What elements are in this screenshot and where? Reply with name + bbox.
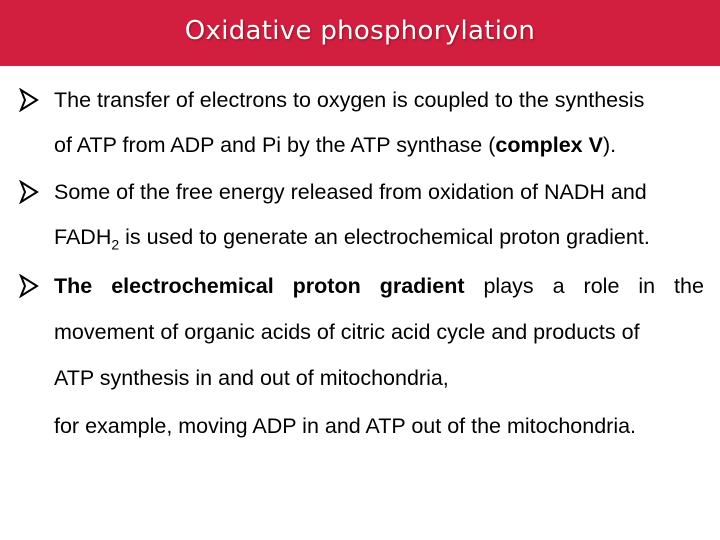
bullet-1-line-2-bold: complex V xyxy=(495,133,603,157)
arrowhead-bullet-icon xyxy=(18,180,40,204)
bullet-2-line-2-text: FADH xyxy=(54,225,112,249)
bullet-1-line-2-end: ). xyxy=(602,133,617,157)
bullet-3-word: a xyxy=(552,274,565,298)
bullet-1-line-2-text: of ATP from ADP and Pi by the ATP synthase ( xyxy=(54,133,496,157)
bullet-3-word: The xyxy=(54,274,93,298)
bullet-2-line-2-end: is used to generate an electrochemical proton gradient. xyxy=(119,225,650,249)
bullet-1-line-2 xyxy=(54,133,616,157)
bullet-3-line-2: movement of organic acids of citric acid cycle and products of xyxy=(54,320,640,344)
bullet-3-word: gradient xyxy=(379,274,465,298)
bullet-3-line-3: ATP synthesis in and out of mitochondria, xyxy=(54,366,449,390)
bullet-3-word: the xyxy=(674,274,704,298)
bullet-1-line-1: The transfer of electrons to oxygen is coupled to the synthesis xyxy=(54,88,645,112)
bullet-3-line-4: for example, moving ADP in and ATP out of the mitochondria. xyxy=(54,414,637,438)
bullet-2-subscript: 2 xyxy=(111,236,120,253)
bullet-3-word: electrochemical xyxy=(111,274,274,298)
arrowhead-bullet-icon xyxy=(18,274,40,298)
bullet-3-word: role xyxy=(583,274,620,298)
arrowhead-bullet-icon xyxy=(18,88,40,112)
bullet-2-line-2 xyxy=(54,225,650,256)
title-bar xyxy=(0,0,720,66)
bullet-3-word: plays xyxy=(483,274,534,298)
bullet-3-word: in xyxy=(638,274,656,298)
bullet-2-line-1: Some of the free energy released from oxidation of NADH and xyxy=(54,180,647,204)
slide-title: Oxidative phosphorylation xyxy=(184,16,536,46)
bullet-3-line-1 xyxy=(54,274,704,298)
bullet-3-word: proton xyxy=(292,274,361,298)
